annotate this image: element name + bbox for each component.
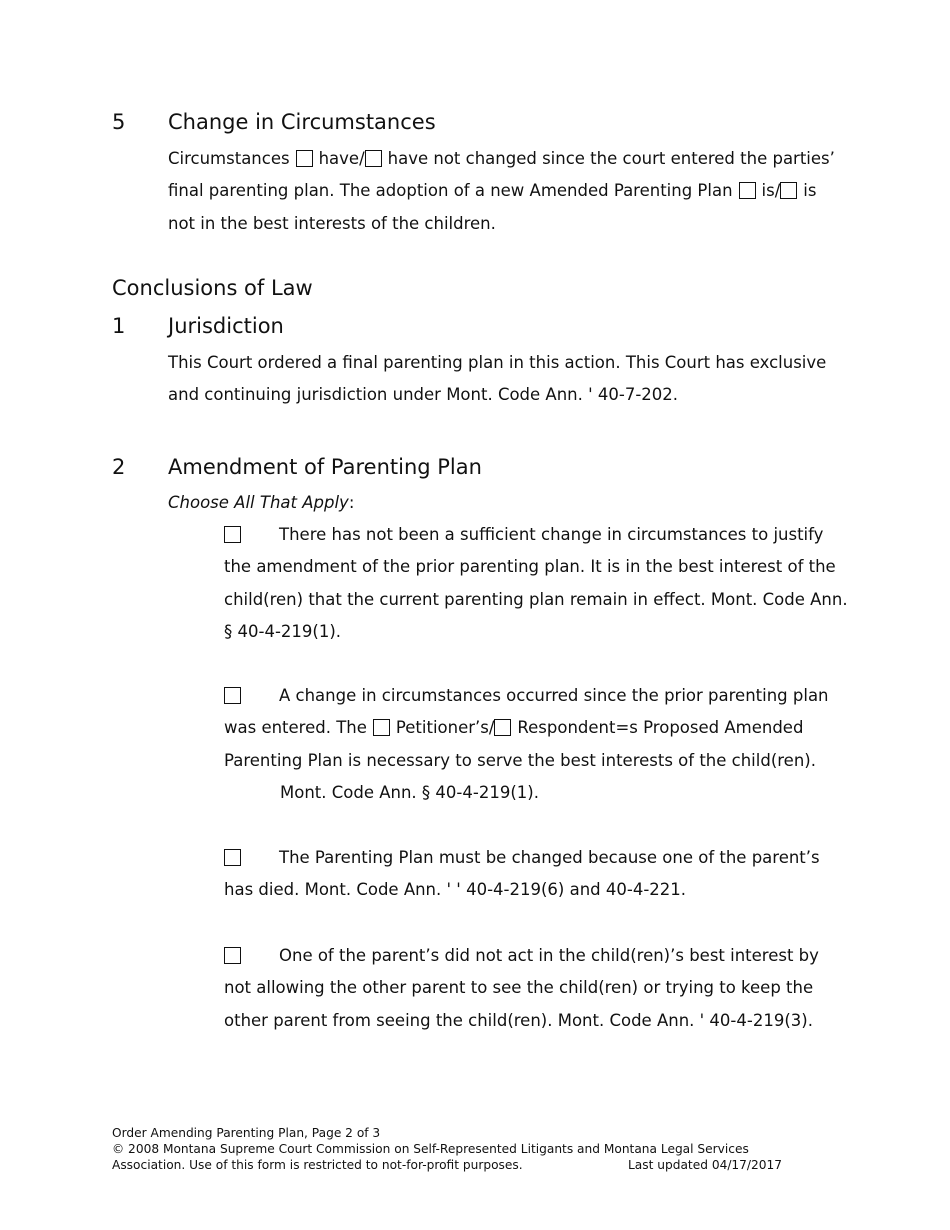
is-not-checkbox[interactable] — [780, 182, 797, 199]
choose-instruction-text: Choose All That Apply — [168, 493, 349, 512]
page-footer — [112, 1125, 783, 1173]
jurisdiction-title: Jurisdiction — [168, 314, 284, 338]
have-checkbox[interactable] — [296, 150, 313, 167]
option-parent-died — [224, 842, 854, 907]
option-parent-died-checkbox[interactable] — [224, 849, 241, 866]
entered-text: was entered. The — [224, 718, 367, 738]
jurisdiction-line-1: This Court ordered a final parenting plan in this action. This Court has exclusive — [168, 353, 827, 372]
option-no-change-line: the amendment of the prior parenting plan. It is in the best interest of the — [224, 557, 836, 577]
conclusions-title: Conclusions of Law — [112, 276, 313, 300]
option-no-change-line: § 40-4-219(1). — [224, 621, 342, 641]
option-no-change-line: There has not been a sufficient change in circumstances to justify — [279, 525, 824, 544]
best-interests-text: not in the best interests of the children. — [168, 213, 496, 233]
jurisdiction-line-2: and continuing jurisdiction under Mont. Code Ann. ' 40-7-202. — [168, 385, 679, 405]
choose-instruction — [168, 487, 354, 519]
option-best-interest-checkbox[interactable] — [224, 947, 241, 964]
respondent-label: Respondent=s Proposed Amended — [517, 718, 804, 738]
footer-usage-notice: Association. Use of this form is restricted to not-for-profit purposes. — [112, 1158, 523, 1172]
footer-page-label: Order Amending Parenting Plan, Page 2 of 3 — [112, 1126, 381, 1140]
option-best-interest-line: One of the parent’s did not act in the child(ren)’s best interest by — [279, 946, 819, 965]
amendment-number: 2 — [112, 455, 126, 479]
option-change-occurred-line: A change in circumstances occurred since the prior parenting plan — [279, 686, 829, 705]
jurisdiction-number: 1 — [112, 314, 126, 338]
option-change-occurred-line: Parenting Plan is necessary to serve the best interests of the child(ren). — [224, 750, 816, 770]
option-change-occurred — [224, 680, 854, 809]
section-5-title: Change in Circumstances — [168, 110, 436, 134]
section-5-body — [168, 143, 848, 240]
have-not-checkbox[interactable] — [365, 150, 382, 167]
option-parent-died-line: The Parenting Plan must be changed because one of the parent’s — [279, 848, 820, 867]
jurisdiction-body — [168, 347, 848, 412]
petitioner-label: Petitioner’s/ — [395, 718, 495, 738]
footer-last-updated: Last updated 04/17/2017 — [628, 1158, 783, 1172]
section-5-number: 5 — [112, 110, 126, 134]
option-best-interest — [224, 940, 854, 1037]
is-label: is/ — [761, 181, 781, 201]
respondent-checkbox[interactable] — [494, 719, 511, 736]
is-not-label: is — [803, 181, 817, 201]
option-parent-died-line: has died. Mont. Code Ann. ' ' 40-4-219(6) and 40-4-221. — [224, 880, 687, 900]
adoption-text: final parenting plan. The adoption of a new Amended Parenting Plan — [168, 181, 733, 201]
option-best-interest-line: other parent from seeing the child(ren). Mont. Code Ann. ' 40-4-219(3). — [224, 1010, 813, 1030]
circumstances-text: Circumstances — [168, 149, 290, 168]
option-no-change-line: child(ren) that the current parenting plan remain in effect. Mont. Code Ann. — [224, 589, 848, 609]
have-not-label: have not changed since the court entered the parties’ — [387, 149, 835, 168]
option-change-occurred-citation: Mont. Code Ann. § 40-4-219(1). — [280, 782, 539, 802]
option-no-change-checkbox[interactable] — [224, 526, 241, 543]
have-label: have/ — [318, 149, 365, 168]
choose-instruction-colon: : — [348, 493, 355, 512]
is-checkbox[interactable] — [739, 182, 756, 199]
amendment-title: Amendment of Parenting Plan — [168, 455, 482, 479]
petitioner-checkbox[interactable] — [373, 719, 390, 736]
option-no-change — [224, 519, 854, 648]
option-change-occurred-checkbox[interactable] — [224, 687, 241, 704]
footer-copyright: © 2008 Montana Supreme Court Commission on Self-Represented Litigants and Montana Legal Services — [112, 1142, 749, 1156]
option-best-interest-line: not allowing the other parent to see the child(ren) or trying to keep the — [224, 978, 814, 998]
